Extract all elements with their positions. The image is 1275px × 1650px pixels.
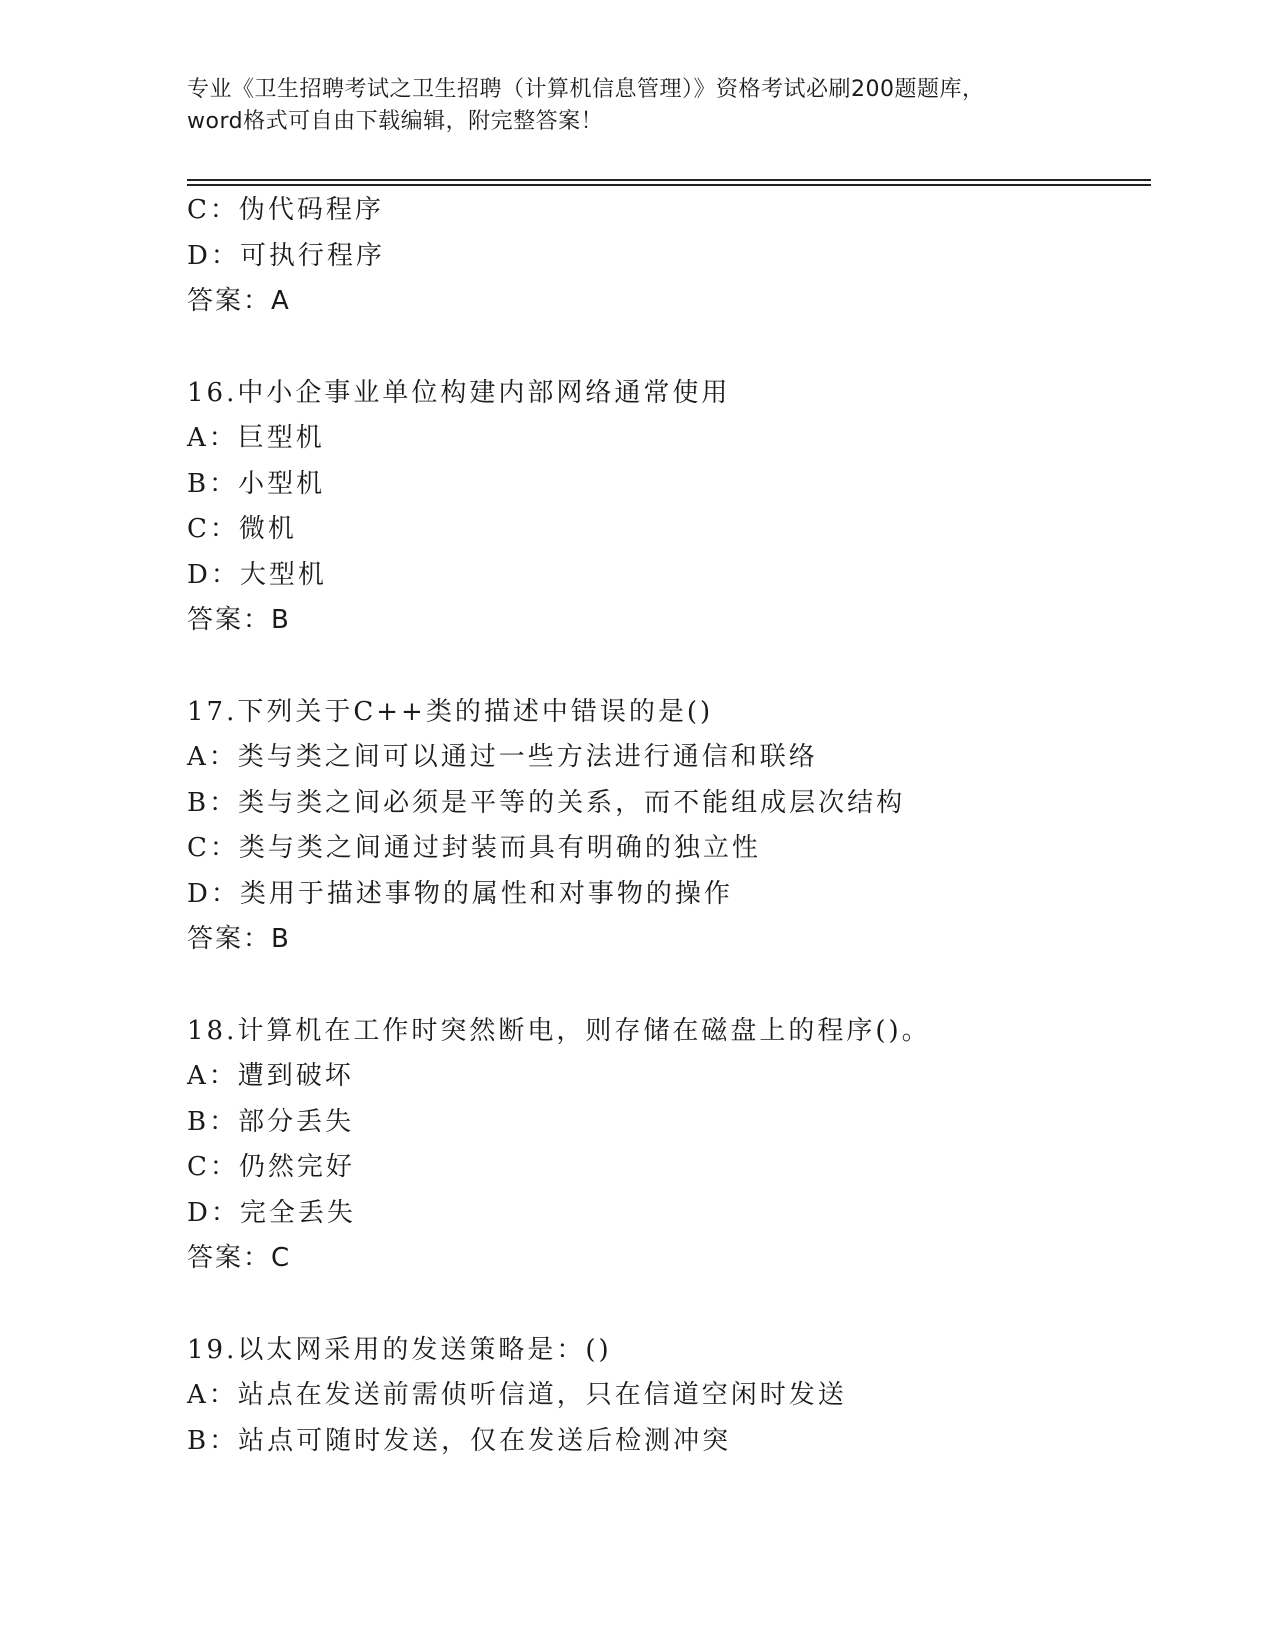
option-b: B：小型机 — [187, 468, 326, 499]
question-19 — [187, 1328, 1147, 1465]
previous-question-tail — [187, 188, 1147, 325]
header-divider-bottom — [187, 184, 1151, 186]
option-b: B：站点可随时发送，仅在发送后检测冲突 — [187, 1425, 732, 1456]
question-stem: 16.中小企事业单位构建内部网络通常使用 — [187, 377, 731, 408]
option-c: C：微机 — [187, 514, 297, 544]
question-18 — [187, 1009, 1147, 1282]
document-header — [187, 74, 1107, 138]
question-stem: 19.以太网采用的发送策略是：() — [187, 1334, 612, 1365]
question-stem: 17.下列关于C++类的描述中错误的是() — [187, 696, 714, 727]
answer: 答案：A — [187, 286, 291, 316]
header-divider-top — [187, 179, 1151, 181]
option-a: A：巨型机 — [187, 423, 325, 453]
answer: 答案：B — [187, 924, 291, 954]
header-title-line1: 专业《卫生招聘考试之卫生招聘（计算机信息管理）》资格考试必刷200题题库， — [187, 77, 985, 102]
answer: 答案：C — [187, 1243, 292, 1273]
option-d: D：完全丢失 — [187, 1197, 356, 1228]
option-b: B：类与类之间必须是平等的关系，而不能组成层次结构 — [187, 787, 906, 818]
header-title-line2: word格式可自由下载编辑，附完整答案！ — [187, 109, 604, 134]
option-a: A：类与类之间可以通过一些方法进行通信和联络 — [187, 742, 818, 772]
question-17 — [187, 690, 1147, 963]
question-16 — [187, 371, 1147, 644]
question-list — [187, 188, 1147, 1464]
answer: 答案：B — [187, 605, 291, 635]
option-c: C：仍然完好 — [187, 1152, 355, 1182]
option-a: A：遭到破坏 — [187, 1061, 354, 1091]
option-d: D：大型机 — [187, 559, 327, 590]
option-a: A：站点在发送前需侦听信道，只在信道空闲时发送 — [187, 1380, 847, 1410]
option-c: C：伪代码程序 — [187, 195, 384, 225]
option-d: D：类用于描述事物的属性和对事物的操作 — [187, 878, 733, 909]
option-c: C：类与类之间通过封装而具有明确的独立性 — [187, 833, 761, 863]
option-d: D：可执行程序 — [187, 240, 385, 271]
question-stem: 18.计算机在工作时突然断电，则存储在磁盘上的程序()。 — [187, 1015, 931, 1046]
option-b: B：部分丢失 — [187, 1106, 355, 1137]
